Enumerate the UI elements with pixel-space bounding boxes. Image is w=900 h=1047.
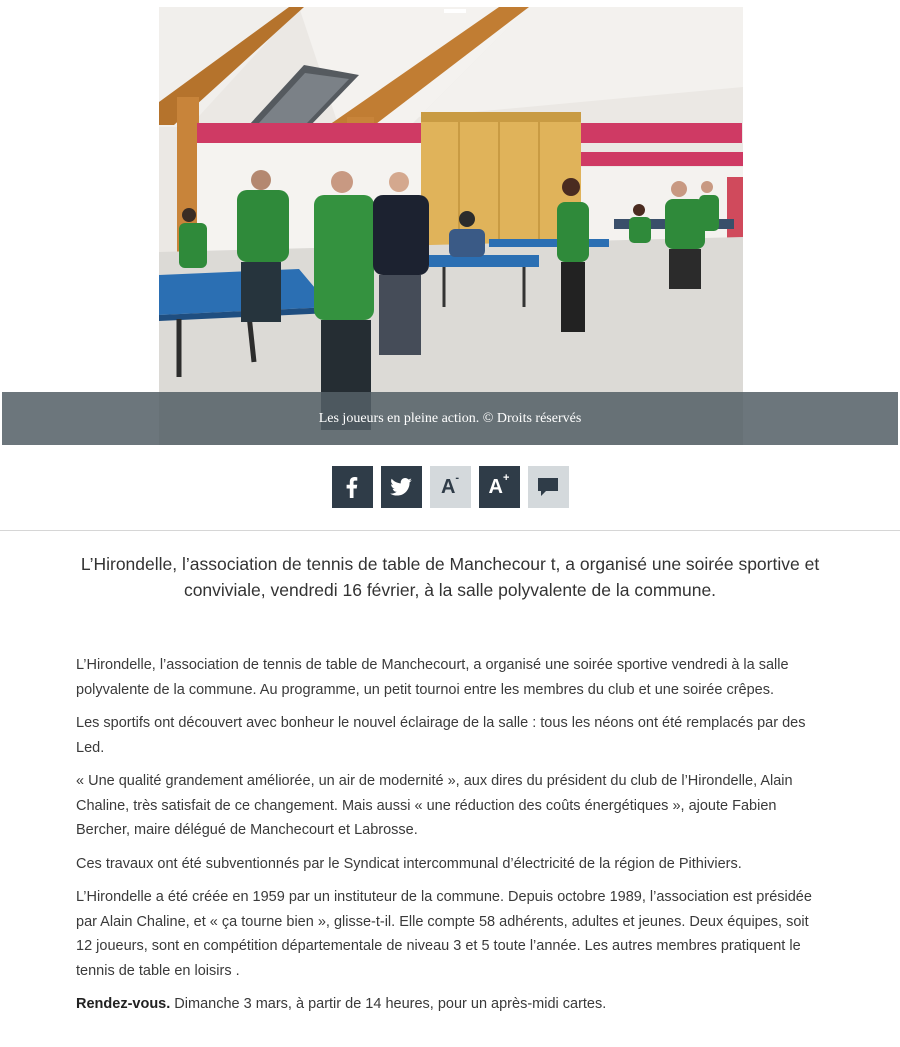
rendezvous-label: Rendez-vous. <box>76 996 171 1012</box>
font-decrease-button[interactable] <box>430 466 471 508</box>
article-toolbar <box>0 466 900 508</box>
article-body <box>76 653 828 1026</box>
article-photo <box>159 7 743 445</box>
font-increase-button[interactable] <box>479 466 520 508</box>
photo-illustration <box>159 7 743 445</box>
twitter-icon <box>390 478 412 496</box>
font-decrease-glyph: A- <box>440 471 460 498</box>
twitter-share-button[interactable] <box>381 466 422 508</box>
article-lead: L’Hirondelle, l’association de tennis de table de Manchecour t, a organisé une soirée sportive et conviviale, vendredi 16 février, à la salle polyvalente de la commune. <box>80 554 820 600</box>
facebook-share-button[interactable] <box>332 466 373 508</box>
photo-caption: Les joueurs en pleine action. © Droits réservés <box>318 411 582 426</box>
article-paragraph: « Une qualité grandement améliorée, un air de modernité », aux dires du président du club de l’Hirondelle, Alain Chaline, très satisfait de ce changement. Mais aussi « une réduction des coûts énergétiques », ajoute Fabien Bercher, maire délégué de Manchecourt et Labrosse. <box>76 773 793 838</box>
font-increase-glyph: A+ <box>488 471 510 498</box>
facebook-icon <box>342 476 362 498</box>
divider <box>0 530 900 531</box>
comment-icon <box>537 477 559 497</box>
article-paragraph: Ces travaux ont été subventionnés par le Syndicat intercommunal d’électricité de la région de Pithiviers. <box>76 855 742 872</box>
rendezvous-text: Dimanche 3 mars, à partir de 14 heures, pour un après-midi cartes. <box>170 996 607 1012</box>
comment-button[interactable] <box>528 466 569 508</box>
article-paragraph: L’Hirondelle a été créée en 1959 par un instituteur de la commune. Depuis octobre 1989, l’association est présidée par Alain Chaline, et « ça tourne bien », glisse-t-il. Elle compte 58 adhérents, adultes et jeunes. Deux équipes, soit 12 joueurs, sont en compétition départementale de niveau 3 et 5 toute l’année. Les autres membres pratiquent le tennis de table en loisirs . <box>76 889 812 979</box>
rendezvous-paragraph <box>76 992 828 1017</box>
article-paragraph: L’Hirondelle, l’association de tennis de table de Manchecourt, a organisé une soirée sportive vendredi à la salle polyvalente de la commune. Au programme, un petit tournoi entre les membres du club et une soirée crêpes. <box>76 657 789 698</box>
article-paragraph: Les sportifs ont découvert avec bonheur le nouvel éclairage de la salle : tous les néons ont été remplacés par des Led. <box>76 715 806 756</box>
